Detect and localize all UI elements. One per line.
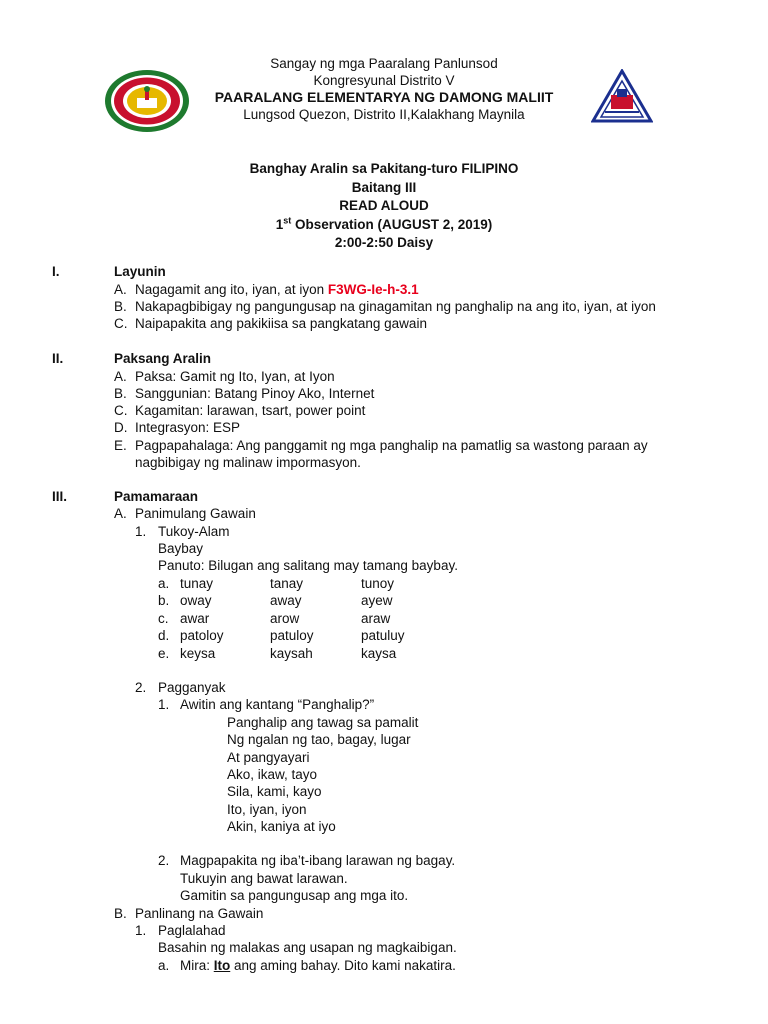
substep-1-text: Awitin ang kantang “Panghalip?” — [180, 697, 375, 712]
word-choice: kaysah — [270, 646, 313, 661]
subject-item: Kagamitan: larawan, tsart, power point — [135, 403, 366, 418]
district-line: Kongresyunal Distrito V — [313, 73, 455, 88]
subject-item-continuation: nagbibigay ng malinaw impormasyon. — [135, 455, 361, 470]
step-1-num: 1. — [135, 524, 147, 539]
school-header — [0, 55, 768, 123]
lesson-title: Banghay Aralin sa Pakitang-turo FILIPINO — [249, 161, 519, 176]
word-choice: araw — [361, 611, 391, 626]
lesson-title-block — [0, 160, 768, 253]
subject-item-letter: E. — [114, 438, 127, 453]
word-choice: tunoy — [361, 576, 395, 591]
word-choice: tunay — [180, 576, 214, 591]
subject-item-letter: C. — [114, 403, 128, 418]
baybay-label: Baybay — [158, 541, 204, 556]
word-row-letter: e. — [158, 646, 170, 661]
procedure-a-letter: A. — [114, 506, 127, 521]
song-line: Akin, kaniya at iyo — [227, 819, 336, 834]
observation-line: 1st Observation (AUGUST 2, 2019) — [275, 215, 493, 232]
word-choice: patuloy — [270, 628, 314, 643]
song-line: Panghalip ang tawag sa pamalit — [227, 715, 419, 730]
subject-item: Integrasyon: ESP — [135, 420, 241, 435]
subject-item-letter: D. — [114, 420, 128, 435]
word-choice: kaysa — [361, 646, 397, 661]
objective-c: Naipapakita ang pakikiisa sa pangkatang gawain — [135, 316, 427, 331]
word-choice: awar — [180, 611, 210, 626]
competency-code: F3WG-Ie-h-3.1 — [327, 282, 419, 297]
substep-2-num: 2. — [158, 853, 170, 868]
section-heading-paksang-aralin: Paksang Aralin — [114, 351, 212, 366]
substep-2-text: Magpapakita ng iba’t-ibang larawan ng bagay. — [180, 853, 456, 868]
step-2-num: 2. — [135, 680, 147, 695]
grade-level: Baitang III — [351, 179, 417, 195]
step-2-title: Pagganyak — [158, 680, 226, 695]
section-num-3: III. — [52, 489, 68, 504]
word-choice: oway — [180, 593, 212, 608]
song-line: Ako, ikaw, tayo — [227, 767, 318, 782]
schedule-line: 2:00-2:50 Daisy — [334, 235, 434, 250]
song-line: Ng ngalan ng tao, bagay, lugar — [227, 732, 411, 747]
subject-item-letter: A. — [114, 369, 127, 384]
dialogue-line: Mira: Ito ang aming bahay. Dito kami nakatira. — [180, 958, 456, 973]
song-line: Sila, kami, kayo — [227, 784, 322, 799]
objective-a-letter: A. — [114, 282, 127, 297]
objective-b-letter: B. — [114, 299, 127, 314]
highlighted-pronoun: Ito — [213, 958, 231, 973]
objective-c-letter: C. — [114, 316, 128, 331]
song-line: Ito, iyan, iyon — [227, 802, 307, 817]
subject-item: Sanggunian: Batang Pinoy Ako, Internet — [135, 386, 375, 401]
word-choice: arow — [270, 611, 300, 626]
location-line: Lungsod Quezon, Distrito II,Kalakhang Maynila — [243, 107, 525, 122]
word-choice: tanay — [270, 576, 304, 591]
word-choice: patuluy — [361, 628, 405, 643]
procedure-b-title: Panlinang na Gawain — [135, 906, 264, 921]
b-step-1-num: 1. — [135, 923, 147, 938]
word-choice: keysa — [180, 646, 216, 661]
word-row-letter: a. — [158, 576, 170, 591]
dialogue-letter: a. — [158, 958, 170, 973]
word-choice: away — [270, 593, 302, 608]
section-num-1: I. — [52, 264, 60, 279]
song-line: At pangyayari — [227, 750, 310, 765]
section-heading-pamamaraan: Pamamaraan — [114, 489, 199, 504]
objective-b: Nakapagbibigay ng pangungusap na ginagamitan ng panghalip na ang ito, iyan, at iyon — [135, 299, 656, 314]
subject-item: Paksa: Gamit ng Ito, Iyan, at Iyon — [135, 369, 335, 384]
word-row-letter: d. — [158, 628, 170, 643]
word-choice: patoloy — [180, 628, 224, 643]
step-1-title: Tukoy-Alam — [158, 524, 230, 539]
substep-2-line3: Gamitin sa pangungusap ang mga ito. — [180, 888, 409, 903]
b-step-1-title: Paglalahad — [158, 923, 226, 938]
word-choice: ayew — [361, 593, 393, 608]
school-name: PAARALANG ELEMENTARYA NG DAMONG MALIIT — [214, 89, 554, 105]
activity-type: READ ALOUD — [339, 198, 429, 213]
substep-2-line2: Tukuyin ang bawat larawan. — [180, 871, 348, 886]
procedure-b-letter: B. — [114, 906, 127, 921]
b-step-1-instruction: Basahin ng malakas ang usapan ng magkaibigan. — [158, 940, 457, 955]
subject-item-letter: B. — [114, 386, 127, 401]
division-line: Sangay ng mga Paaralang Panlunsod — [270, 56, 498, 71]
section-heading-layunin: Layunin — [114, 264, 166, 279]
subject-item: Pagpapahalaga: Ang panggamit ng mga panghalip na pamatlig sa wastong paraan ay — [135, 438, 648, 453]
section-num-2: II. — [52, 351, 64, 366]
word-row-letter: b. — [158, 593, 170, 608]
panuto-instruction: Panuto: Bilugan ang salitang may tamang baybay. — [158, 558, 458, 573]
objective-a: Nagagamit ang ito, iyan, at iyon F3WG-Ie-h-3.1 — [135, 282, 419, 297]
substep-1-num: 1. — [158, 697, 170, 712]
word-row-letter: c. — [158, 611, 169, 626]
procedure-a-title: Panimulang Gawain — [135, 506, 256, 521]
